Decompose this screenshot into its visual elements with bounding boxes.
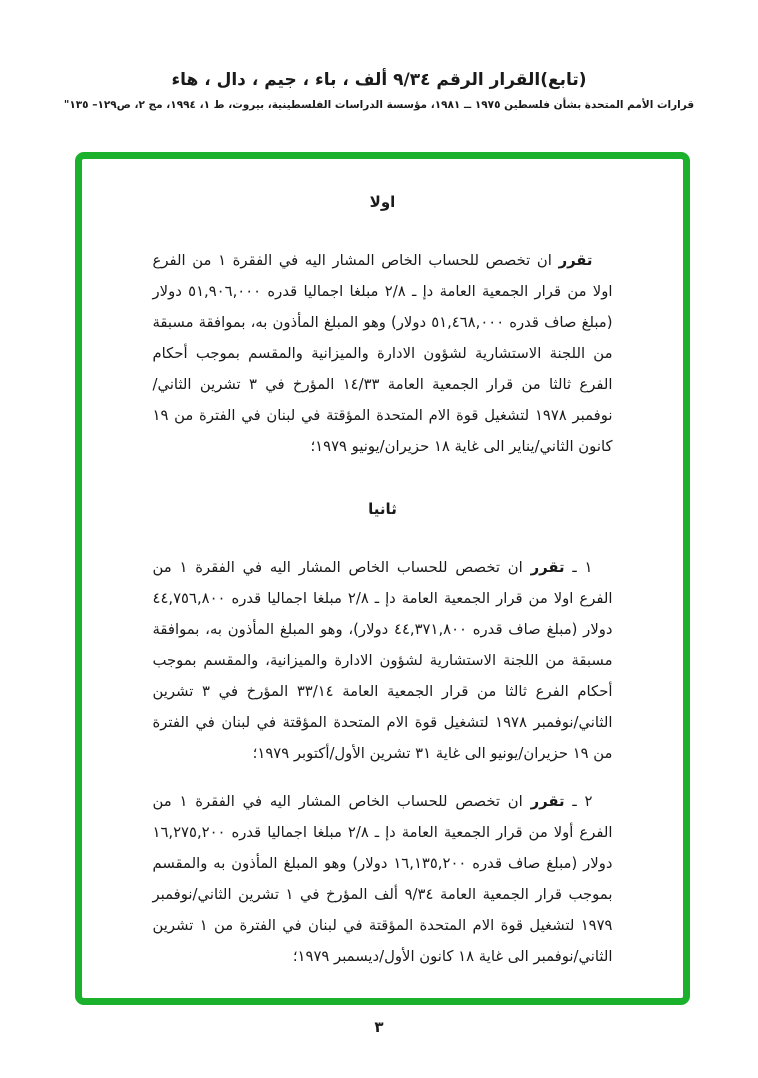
section-heading-second: ثانيا [368, 500, 397, 518]
section-heading-first: اولا [369, 193, 396, 211]
document-body [153, 159, 613, 972]
paragraph-text: ان تخصص للحساب الخاص المشار اليه في الفقرة ١ من الفرع أولا من قرار الجمعية العامة دإ ـ ٢/٨ مبلغا اجماليا قدره ١٦,٢٧٥,٢٠٠ دولار (مبلغ صاف قدره ١٦,١٣٥,٢٠٠ دولار) وهو المبلغ المأذون به والمقسم بموجب قرار الجمعية العامة ٩/٣٤ ألف المؤرخ في ١ تشرين الثاني/نوفمبر ١٩٧٩ لتشغيل قوة الام المتحدة المؤقتة في لبنان في الفترة من ١ تشرين الثاني/نوفمبر الى غاية ١٨ كانون الأول/ديسمبر ١٩٧٩؛ [152, 793, 613, 965]
paragraph-marker: ١ ـ [564, 559, 593, 576]
section-second [153, 500, 613, 972]
page-title: (تابع)القرار الرقم ٩/٣٤ ألف ، باء ، جيم ، دال ، هاء [171, 70, 587, 90]
paragraph-text: ان تخصص للحساب الخاص المشار اليه في الفقرة ١ من الفرع اولا من قرار الجمعية العامة دإ ـ ٢/٨ مبلغا اجماليا قدره ٥١,٩٠٦,٠٠٠ دولار (مبلغ صاف قدره ٥١,٤٦٨,٠٠٠ دولار) وهو المبلغ المأذون به، بموافقة مسبقة من اللجنة الاستشارية لشؤون الادارة والميزانية والمقسم بموجب أحكام الفرع ثالثا من قرار الجمعية العامة ١٤/٣٣ المؤرخ في ٣ تشرين الثاني/نوفمبر ١٩٧٨ لتشغيل قوة الام المتحدة المؤقتة في لبنان في الفترة من ١٩ كانون الثاني/يناير الى غاية ١٨ حزيران/يونيو ١٩٧٩؛ [152, 252, 613, 455]
page-header [0, 0, 758, 111]
page-number: ٣ [374, 1018, 384, 1036]
paragraph [153, 786, 613, 972]
paragraph [153, 552, 613, 769]
paragraph [153, 245, 613, 462]
section-first [153, 193, 613, 462]
paragraph-lead-word: تقرر [530, 793, 565, 810]
paragraph-lead-word: تقرر [530, 559, 565, 576]
paragraph-text: ان تخصص للحساب الخاص المشار اليه في الفقرة ١ من الفرع اولا من قرار الجمعية العامة دإ ـ ٢/٨ مبلغا اجماليا قدره ٤٤,٧٥٦,٨٠٠ دولار (مبلغ صاف قدره ٤٤,٣٧١,٨٠٠ دولار)، وهو المبلغ المأذون به، بموافقة مسبقة من اللجنة الاستشارية لشؤون الادارة والميزانية، والمقسم بموجب أحكام الفرع ثالثا من قرار الجمعية العامة ٣٣/١٤ المؤرخ في ٣ تشرين الثاني/نوفمبر ١٩٧٨ لتشغيل قوة الام المتحدة المؤقتة في لبنان في الفترة من ١٩ حزيران/يونيو الى غاية ٣١ تشرين الأول/أكتوبر ١٩٧٩؛ [152, 559, 613, 762]
paragraph-lead-word: تقرر [558, 252, 593, 269]
paragraph-marker: ٢ ـ [564, 793, 593, 810]
source-citation: قرارات الأمم المتحدة بشأن فلسطين ١٩٧٥ ــ ١٩٨١، مؤسسة الدراسات الفلسطينية، بيروت، ط ١، ١٩٩٤، مج ٢، ص١٢٩– ١٣٥" [63, 99, 695, 111]
content-frame [75, 152, 690, 1005]
